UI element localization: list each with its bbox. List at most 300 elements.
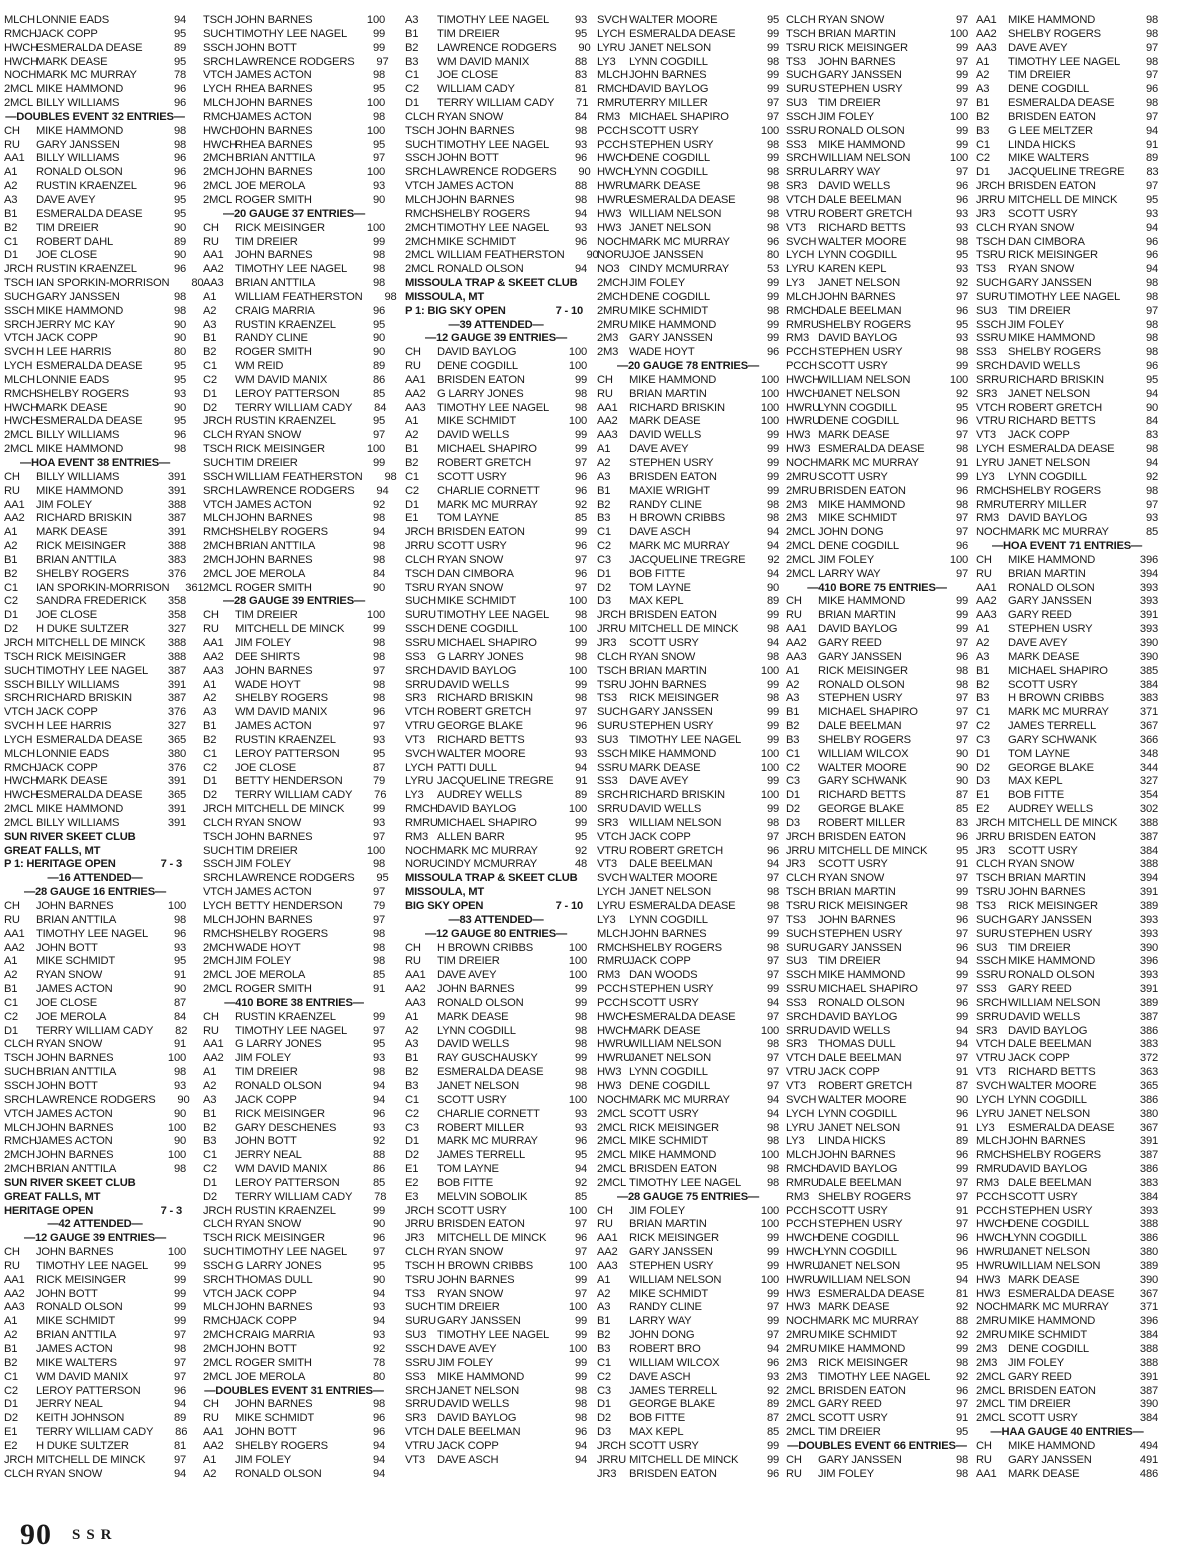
shooter-name: RYAN SNOW bbox=[437, 553, 504, 566]
award-class: RMCH bbox=[976, 484, 1009, 497]
score: 376 bbox=[167, 567, 186, 580]
award-class: HWCH bbox=[976, 1218, 1010, 1231]
award-class: CH bbox=[597, 1204, 613, 1217]
shooter-name: JIM FOLEY bbox=[629, 277, 686, 290]
score: 92 bbox=[372, 1343, 385, 1355]
award-class: SR3 bbox=[405, 1412, 427, 1425]
result-row bbox=[203, 152, 385, 166]
shooter-name: JANET NELSON bbox=[629, 221, 711, 234]
result-row bbox=[597, 803, 779, 817]
score: 98 bbox=[766, 1135, 779, 1148]
result-row bbox=[786, 692, 968, 706]
score: 96 bbox=[766, 346, 779, 359]
score: 98 bbox=[955, 443, 968, 456]
score: 90 bbox=[1145, 401, 1158, 414]
award-class: 2MCL bbox=[203, 1370, 233, 1383]
shooter-name: JOHN BARNES bbox=[235, 124, 313, 137]
score: 95 bbox=[574, 830, 587, 843]
award-class: A3 bbox=[786, 692, 800, 705]
award-class: AA2 bbox=[597, 415, 618, 428]
magazine-abbreviation: SSR bbox=[72, 1527, 118, 1543]
score: 100 bbox=[949, 152, 968, 165]
shooter-name: STEPHEN USRY bbox=[818, 692, 903, 705]
score: 390 bbox=[1139, 1273, 1158, 1286]
score: 94 bbox=[955, 1273, 968, 1286]
award-class: SSCH bbox=[4, 304, 35, 317]
shooter-name: MIKE SCHMIDT bbox=[1008, 1329, 1088, 1342]
award-class: 2MRU bbox=[976, 1315, 1007, 1328]
shooter-name: JACK COPP bbox=[437, 1439, 499, 1452]
result-row bbox=[4, 471, 186, 485]
section-heading: 410 BORE 38 ENTRIES bbox=[235, 996, 353, 1009]
score: 396 bbox=[1139, 553, 1158, 566]
result-row bbox=[4, 1398, 186, 1412]
score: 97 bbox=[955, 983, 968, 996]
shooter-name: RONALD OLSON bbox=[235, 1079, 322, 1092]
shooter-name: MAX KEPL bbox=[629, 595, 684, 608]
award-class: HWCH bbox=[786, 373, 820, 386]
award-class: C2 bbox=[203, 373, 217, 386]
score: 96 bbox=[955, 1107, 968, 1120]
shooter-name: LYNN COGDILL bbox=[818, 1107, 897, 1120]
score: 100 bbox=[949, 553, 968, 566]
award-class: AA2 bbox=[976, 27, 997, 40]
result-row bbox=[976, 1191, 1158, 1205]
score: 91 bbox=[955, 858, 968, 871]
shooter-name: JOHN BARNES bbox=[235, 830, 313, 843]
award-class: RMCH bbox=[976, 1149, 1009, 1162]
result-row bbox=[597, 1260, 779, 1274]
result-row bbox=[405, 429, 587, 443]
shooter-name: H BROWN CRIBBS bbox=[437, 941, 534, 954]
award-class: A3 bbox=[203, 318, 217, 331]
score: 380 bbox=[1139, 1107, 1158, 1120]
result-row bbox=[203, 236, 385, 250]
score: 96 bbox=[1145, 249, 1158, 262]
result-row bbox=[203, 734, 385, 748]
award-class: PCCH bbox=[597, 996, 628, 1009]
award-class: 2MCL bbox=[597, 1135, 627, 1148]
score: 95 bbox=[173, 207, 186, 220]
result-row bbox=[597, 222, 779, 236]
shooter-name: GARY JANSSEN bbox=[629, 706, 713, 719]
award-class: A2 bbox=[786, 678, 800, 691]
shooter-name: G LARRY JONES bbox=[437, 387, 524, 400]
award-class: 2MCL bbox=[4, 97, 34, 110]
score: 94 bbox=[766, 1343, 779, 1355]
score: 384 bbox=[1139, 678, 1158, 691]
result-row bbox=[405, 1274, 587, 1288]
shooter-name: JIM FOLEY bbox=[818, 110, 875, 123]
award-class: LY3 bbox=[786, 277, 805, 290]
award-class: NOCH bbox=[976, 1301, 1009, 1314]
award-class: SSCH bbox=[405, 1343, 436, 1355]
shooter-name: RICK MEISINGER bbox=[818, 41, 908, 54]
score: 98 bbox=[766, 623, 779, 636]
award-class: 2MCL bbox=[786, 1384, 816, 1397]
shooter-name: GARY JANSSEN bbox=[36, 138, 120, 151]
award-class: 2MCL bbox=[4, 816, 34, 829]
result-row bbox=[786, 249, 968, 263]
award-class: D1 bbox=[597, 567, 611, 580]
result-row bbox=[976, 1122, 1158, 1136]
shooter-name: RONALD OLSON bbox=[437, 263, 524, 276]
result-row bbox=[4, 69, 186, 83]
shooter-name: DAVID BAYLOG bbox=[1008, 1024, 1088, 1037]
score: 86 bbox=[175, 1426, 188, 1439]
shooter-name: CRAIG MARRIA bbox=[235, 304, 315, 317]
section-heading: 28 GAUGE 39 ENTRIES bbox=[234, 595, 354, 608]
shooter-name: MIKE HAMMOND bbox=[36, 484, 124, 497]
award-class: C2 bbox=[405, 83, 419, 96]
score: 387 bbox=[1139, 1010, 1158, 1023]
shooter-name: MARK MC MURRAY bbox=[1008, 706, 1109, 719]
score: 96 bbox=[955, 180, 968, 193]
result-row bbox=[597, 1232, 779, 1246]
result-row bbox=[203, 900, 385, 914]
award-class: VTCH bbox=[405, 1426, 435, 1439]
award-class: AA3 bbox=[203, 664, 224, 677]
award-class: D3 bbox=[786, 816, 800, 829]
result-row bbox=[203, 1454, 385, 1468]
score: 98 bbox=[766, 180, 779, 193]
score: 91 bbox=[1145, 138, 1158, 151]
result-row bbox=[976, 166, 1158, 180]
score: 98 bbox=[372, 678, 385, 691]
score: 93 bbox=[372, 733, 385, 746]
score: 98 bbox=[574, 692, 587, 705]
result-row bbox=[4, 277, 204, 291]
award-class: SR3 bbox=[976, 1024, 998, 1037]
result-row bbox=[405, 817, 587, 831]
award-class: 2M3 bbox=[786, 1356, 808, 1369]
award-class: 2MCL bbox=[4, 443, 34, 456]
shooter-name: JOE CLOSE bbox=[36, 609, 97, 622]
score: 83 bbox=[574, 69, 587, 82]
result-row bbox=[405, 540, 587, 554]
result-row bbox=[405, 1122, 587, 1136]
result-row bbox=[203, 429, 385, 443]
section-divider: — 12 GAUGE 39 ENTRIES — bbox=[425, 332, 567, 345]
score: 100 bbox=[568, 1093, 587, 1106]
shooter-name: GARY REED bbox=[1008, 983, 1072, 996]
shooter-name: MICHAEL SHAPIRO bbox=[437, 636, 537, 649]
shoot-heading bbox=[4, 1205, 186, 1219]
shooter-name: MELVIN SOBOLIK bbox=[437, 1190, 528, 1203]
score: 94 bbox=[955, 1038, 968, 1051]
shooter-name: JACK COPP bbox=[36, 706, 98, 719]
shooter-name: GARY REED bbox=[818, 1398, 882, 1411]
shooter-name: BRISDEN EATON bbox=[629, 1163, 717, 1176]
score: 371 bbox=[1139, 706, 1158, 719]
award-class: B2 bbox=[976, 678, 990, 691]
result-row bbox=[597, 983, 779, 997]
result-row bbox=[786, 1357, 968, 1371]
award-class: RMRU bbox=[597, 955, 630, 968]
award-class: A1 bbox=[786, 664, 800, 677]
result-row bbox=[4, 208, 186, 222]
shooter-name: JOHN BARNES bbox=[818, 1149, 896, 1162]
result-row bbox=[203, 872, 389, 886]
score: 98 bbox=[372, 110, 385, 123]
result-row bbox=[203, 28, 385, 42]
result-row bbox=[405, 1315, 587, 1329]
result-row bbox=[786, 139, 968, 153]
shooter-name: JOHN BOTT bbox=[36, 1287, 98, 1300]
result-row bbox=[976, 180, 1158, 194]
result-row bbox=[203, 512, 385, 526]
score: 98 bbox=[574, 1038, 587, 1051]
section-heading: 12 GAUGE 80 ENTRIES bbox=[436, 927, 556, 940]
score: 96 bbox=[766, 235, 779, 248]
score: 98 bbox=[766, 166, 779, 179]
award-class: AA2 bbox=[203, 263, 224, 276]
shooter-name: JOHN BARNES bbox=[437, 124, 515, 137]
result-row bbox=[786, 1385, 968, 1399]
shooter-name: BRISDEN EATON bbox=[1008, 110, 1096, 123]
award-class: LYCH bbox=[203, 900, 232, 912]
award-class: SU3 bbox=[405, 1329, 427, 1342]
award-class: NOCH bbox=[786, 1315, 819, 1328]
result-row bbox=[203, 582, 385, 596]
result-row bbox=[597, 1122, 779, 1136]
score: 88 bbox=[955, 1315, 968, 1328]
award-class: JRCH bbox=[203, 415, 233, 428]
award-class: SS3 bbox=[597, 775, 618, 788]
award-class: C2 bbox=[4, 1384, 18, 1397]
score: 100 bbox=[568, 803, 587, 816]
score: 99 bbox=[766, 609, 779, 622]
award-class: JRRU bbox=[405, 1218, 435, 1231]
shooter-name: ESMERALDA DEASE bbox=[1008, 97, 1115, 110]
shooter-name: RICK MEISINGER bbox=[1008, 900, 1098, 912]
score: 385 bbox=[1139, 664, 1158, 677]
shooter-name: MIKE SCHMIDT bbox=[437, 235, 517, 248]
result-row bbox=[203, 1025, 385, 1039]
shooter-name: TIM DREIER bbox=[36, 221, 99, 234]
shooter-name: JOHN BARNES bbox=[629, 927, 707, 940]
award-class: CLCH bbox=[976, 221, 1006, 234]
score: 98 bbox=[372, 553, 385, 566]
result-row bbox=[976, 194, 1158, 208]
shooter-name: BRIAN MARTIN bbox=[629, 1218, 707, 1231]
award-class: RU bbox=[405, 360, 421, 373]
score: 100 bbox=[366, 443, 385, 456]
section-divider: — DOUBLES EVENT 32 ENTRIES — bbox=[5, 110, 185, 123]
award-class: CLCH bbox=[4, 1467, 34, 1480]
score: 93 bbox=[372, 816, 385, 829]
score: 100 bbox=[366, 124, 385, 137]
result-row bbox=[976, 1246, 1158, 1260]
results-column-1 bbox=[4, 14, 204, 1481]
shooter-name: WM DAVID MANIX bbox=[235, 706, 328, 719]
result-row bbox=[597, 277, 779, 291]
shooter-name: GARY SCHWANK bbox=[1008, 733, 1097, 746]
result-row bbox=[4, 692, 186, 706]
result-row bbox=[976, 139, 1158, 153]
award-class: A1 bbox=[976, 55, 990, 68]
shooter-name: RICHARD BETTS bbox=[1008, 415, 1096, 428]
result-row bbox=[786, 97, 968, 111]
score: 90 bbox=[173, 221, 186, 234]
result-row bbox=[597, 1218, 779, 1232]
score: 96 bbox=[1145, 360, 1158, 373]
award-class: RM3 bbox=[597, 969, 621, 982]
score: 494 bbox=[1139, 1439, 1158, 1452]
result-row bbox=[976, 1108, 1158, 1122]
shooter-name: IAN SPORKIN-MORRISON bbox=[36, 581, 170, 594]
score: 93 bbox=[574, 747, 587, 760]
result-row bbox=[203, 360, 385, 374]
shooter-name: JOHN BARNES bbox=[235, 1398, 313, 1411]
result-row bbox=[597, 1288, 779, 1302]
shooter-name: JANET NELSON bbox=[437, 1384, 519, 1397]
result-row bbox=[405, 595, 587, 609]
shooter-name: MIKE HAMMOND bbox=[629, 318, 717, 331]
score: 98 bbox=[372, 650, 385, 663]
shooter-name: JOHN BARNES bbox=[1008, 886, 1086, 899]
award-class: RMCH bbox=[4, 387, 37, 400]
award-class: MLCH bbox=[203, 97, 234, 110]
score: 96 bbox=[955, 193, 968, 206]
result-row bbox=[786, 346, 968, 360]
score: 99 bbox=[955, 886, 968, 899]
result-row bbox=[405, 734, 587, 748]
award-class: VTRU bbox=[786, 1066, 816, 1079]
award-class: HWRU bbox=[976, 1259, 1010, 1272]
score: 92 bbox=[766, 1384, 779, 1397]
shooter-name: DAVID BAYLOG bbox=[1008, 1163, 1088, 1176]
award-class: RU bbox=[597, 387, 613, 400]
award-class: RU bbox=[976, 567, 992, 580]
result-row bbox=[786, 872, 968, 886]
result-row bbox=[976, 485, 1158, 499]
score: 98 bbox=[955, 346, 968, 359]
shooter-name: DAVID WELLS bbox=[437, 1398, 510, 1411]
award-class: B1 bbox=[786, 706, 800, 719]
score: 79 bbox=[372, 900, 385, 912]
shooter-name: DAVID WELLS bbox=[818, 1024, 891, 1037]
award-class: SRCH bbox=[786, 152, 817, 165]
score: 327 bbox=[167, 720, 186, 733]
result-row bbox=[786, 512, 968, 526]
award-class: SSCH bbox=[405, 623, 436, 636]
award-class: 2MCL bbox=[786, 567, 816, 580]
result-row bbox=[597, 1038, 779, 1052]
score: 99 bbox=[955, 470, 968, 483]
result-row bbox=[786, 762, 968, 776]
score: 96 bbox=[955, 304, 968, 317]
award-class: D1 bbox=[597, 1398, 611, 1411]
score: 90 bbox=[578, 166, 591, 179]
result-row bbox=[203, 346, 385, 360]
score: 95 bbox=[1145, 193, 1158, 206]
award-class: SSCH bbox=[976, 955, 1007, 968]
result-row bbox=[4, 499, 186, 513]
award-class: SS3 bbox=[976, 346, 997, 359]
result-row bbox=[976, 886, 1158, 900]
award-class: CH bbox=[4, 470, 20, 483]
score: 99 bbox=[173, 1273, 186, 1286]
award-class: E2 bbox=[405, 1176, 419, 1189]
shooter-name: RYAN SNOW bbox=[235, 1218, 302, 1231]
score: 53 bbox=[766, 263, 779, 276]
score: 97 bbox=[766, 913, 779, 926]
result-row bbox=[786, 1246, 968, 1260]
result-row bbox=[203, 1315, 385, 1329]
award-class: TSRU bbox=[976, 886, 1006, 899]
score: 84 bbox=[1145, 415, 1158, 428]
award-class: HWCH bbox=[4, 55, 38, 68]
result-row bbox=[786, 402, 968, 416]
award-class: 2MCL bbox=[597, 1176, 627, 1189]
award-class: LYRU bbox=[976, 457, 1005, 469]
result-row bbox=[786, 651, 968, 665]
shooter-name: MARK DEASE bbox=[629, 761, 701, 774]
award-class: 2M3 bbox=[597, 332, 619, 345]
shoot-heading bbox=[405, 886, 587, 900]
score: 389 bbox=[1139, 996, 1158, 1009]
score: 99 bbox=[574, 429, 587, 442]
shooter-name: TERRY WILLIAM CADY bbox=[36, 1426, 154, 1439]
award-class: JRCH bbox=[4, 636, 34, 649]
award-class: NORU bbox=[405, 858, 438, 871]
shooter-name: BOB FITTE bbox=[629, 567, 686, 580]
score: 97 bbox=[955, 706, 968, 719]
shooter-name: STEPHEN USRY bbox=[629, 138, 714, 151]
score: 94 bbox=[766, 567, 779, 580]
award-class: A2 bbox=[405, 1024, 419, 1037]
shooter-name: LARRY WAY bbox=[818, 166, 881, 179]
score: 97 bbox=[372, 429, 385, 442]
award-class: LYCH bbox=[976, 1093, 1005, 1106]
score: 78 bbox=[173, 69, 186, 82]
result-row bbox=[976, 651, 1158, 665]
result-row bbox=[976, 415, 1158, 429]
result-row bbox=[786, 1080, 968, 1094]
score: 100 bbox=[949, 110, 968, 123]
shooter-name: JOE CLOSE bbox=[437, 69, 498, 82]
shooter-name: JOHN BARNES bbox=[235, 249, 313, 262]
award-class: SSRU bbox=[786, 124, 817, 137]
shooter-name: JERRY NEAL bbox=[235, 1149, 302, 1162]
award-class: SSCH bbox=[203, 858, 234, 871]
result-row bbox=[405, 858, 587, 872]
award-class: RMCH bbox=[597, 941, 630, 954]
result-row bbox=[597, 1246, 779, 1260]
shooter-name: RICK MEISINGER bbox=[818, 1356, 908, 1369]
score: 96 bbox=[955, 996, 968, 1009]
result-row bbox=[4, 194, 186, 208]
shooter-name: GARY REED bbox=[818, 636, 882, 649]
shooter-name: RYAN SNOW bbox=[818, 872, 885, 885]
award-class: 2MCL bbox=[597, 1107, 627, 1120]
award-class: B3 bbox=[597, 1343, 611, 1355]
result-row bbox=[976, 789, 1158, 803]
shooter-name: JOHN BOTT bbox=[36, 941, 98, 954]
award-class: SUCH bbox=[203, 457, 234, 469]
award-class: 2MCH bbox=[203, 152, 234, 165]
shooter-name: MICHAEL SHAPIRO bbox=[818, 706, 918, 719]
score: 94 bbox=[766, 1107, 779, 1120]
shooter-name: TIMOTHY LEE NAGEL bbox=[235, 27, 348, 40]
score: 91 bbox=[173, 969, 186, 982]
score: 99 bbox=[955, 623, 968, 636]
result-row bbox=[597, 443, 779, 457]
result-row bbox=[597, 1149, 779, 1163]
result-row bbox=[4, 83, 186, 97]
shooter-name: MIKE SCHMIDT bbox=[235, 1412, 315, 1425]
